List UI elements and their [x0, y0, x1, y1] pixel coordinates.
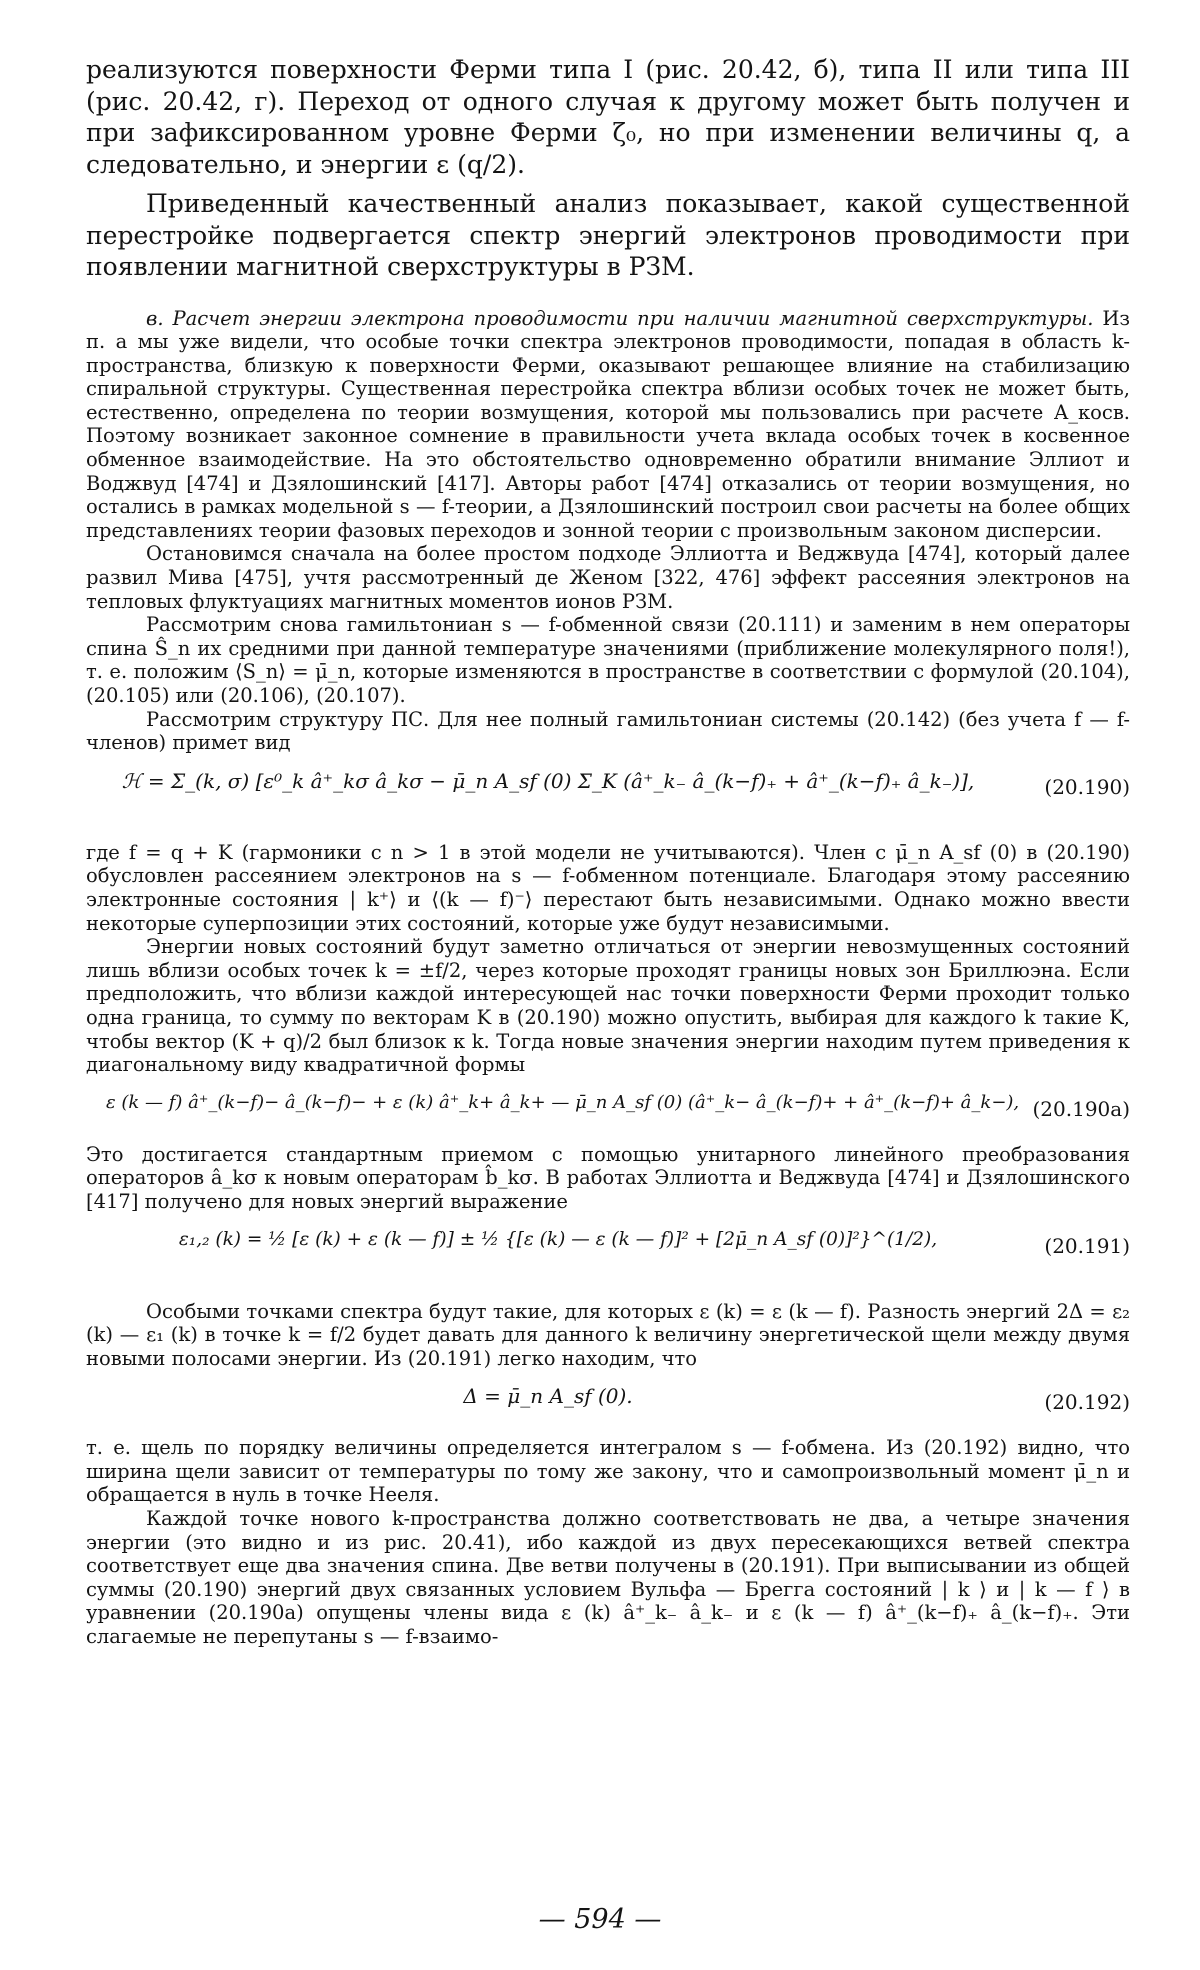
paragraph-11: т. е. щель по порядку величины определяется интегралом s — f-обмена. Из (20.192) видно, что ширина щели зависит от температуры по тому же закону, что и самопроизвольный момент μ̄_n и обращается в нуль в точке Нееля.	[86, 1436, 1130, 1507]
paragraph-6: Рассмотрим структуру ПС. Для нее полный гамильтониан системы (20.142) (без учета f — f-членов) примет вид	[86, 707, 1130, 755]
page-number: — 594 —	[538, 1904, 662, 1935]
equation-20-192	[86, 1382, 1130, 1422]
paragraph-10: Особыми точками спектра будут такие, для которых ε (k) = ε (k — f). Разность энергий 2Δ = ε₂ (k) — ε₁ (k) в точке k = f/2 будет давать для данного k величину энергетической щели между двумя новыми полосами энергии. Из (20.191) легко находим, что	[86, 1299, 1130, 1370]
page-body	[86, 54, 1130, 1649]
section-heading: в. Расчет энергии электрона проводимости при наличии магнитной сверхструктуры.	[146, 306, 1094, 330]
paragraph-3-text: Из п. а мы уже видели, что особые точки спектра электронов проводимости, попадая в область k-пространства, близкую к поверхности Ферми, оказывают решающее влияние на стабилизацию спиральной структуры. Существенная перестройка спектра вблизи особых точек не может быть, естественно, определена по теории возмущения, которой мы пользовались при расчете A_косв. Поэтому возникает законное сомнение в правильности учета вклада особых точек в косвенное обменное взаимодействие. На это обстоятельство одновременно обратили внимание Эллиот и Воджвуд [474] и Дзялошинский [417]. Авторы работ [474] отказались от теории возмущения, но остались в рамках модельной s — f-теории, а Дзялошинский построил свои расчеты на более общих представлениях теории фазовых переходов и зонной теории с произвольным законом дисперсии.	[86, 306, 1130, 542]
equation-body: Δ = μ̄_n A_sf (0).	[463, 1384, 633, 1409]
paragraph-12: Каждой точке нового k-пространства должно соответствовать не два, а четыре значения энергии (это видно и из рис. 20.41), ибо каждой из двух пересекающихся ветвей спектра соответствует еще два значения спина. Две ветви получены в (20.191). При выписывании из общей суммы (20.190) энергий двух связанных условием Вульфа — Брегга состояний | k ⟩ и | k — f ⟩ в уравнении (20.190а) опущены члены вида ε (k) â⁺_k₋ â_k₋ и ε (k — f) â⁺_(k−f)₊ â_(k−f)₊. Эти слагаемые не перепутаны s — f-взаимо-	[86, 1507, 1130, 1649]
equation-body: ℋ = Σ_(k, σ) [ε⁰_k â⁺_kσ â_kσ − μ̄_n A_sf (0) Σ_K (â⁺_k₋ â_(k−f)₊ + â⁺_(k−f)₊ â_k₋)],	[121, 768, 975, 793]
paragraph-7: где f = q + K (гармоники с n > 1 в этой модели не учитываются). Член с μ̄_n A_sf (0) в (20.190) обусловлен рассеянием электронов на s — f-обменном потенциале. Благодаря этому рассеянию электронные состояния | k⁺⟩ и ⟨(k — f)⁻⟩ перестают быть независимыми. Однако можно ввести некоторые суперпозиции этих состояний, которые уже будут независимыми.	[86, 840, 1130, 935]
equation-number: (20.190)	[1044, 774, 1130, 799]
equation-body: ε (k — f) â⁺_(k−f)− â_(k−f)− + ε (k) â⁺_k+ â_k+ — μ̄_n A_sf (0) (â⁺_k− â_(k−f)+ + â⁺_(k−f)+ â_k−),	[106, 1091, 1020, 1113]
paragraph-5: Рассмотрим снова гамильтониан s — f-обменной связи (20.111) и заменим в нем операторы спина Ŝ_n их средними при данной температуре значениями (приближение молекулярного поля!), т. е. положим ⟨S_n⟩ = μ̄_n, которые изменяются в пространстве в соответствии с формулой (20.104), (20.105) или (20.106), (20.107).	[86, 613, 1130, 707]
equation-body: ε₁,₂ (k) = ½ [ε (k) + ε (k — f)] ± ½ {[ε (k) — ε (k — f)]² + [2μ̄_n A_sf (0)]²}^(1/2),	[178, 1228, 938, 1250]
equation-number: (20.192)	[1044, 1390, 1130, 1415]
paragraph-8: Энергии новых состояний будут заметно отличаться от энергии невозмущенных состояний лишь вблизи особых точек k = ±f/2, через которые проходят границы новых зон Бриллюэна. Если предположить, что вблизи каждой интересующей нас точки поверхности Ферми проходит только одна граница, то сумму по векторам K в (20.190) можно опустить, выбирая для каждого k такие K, чтобы вектор (K + q)/2 был близок к k. Тогда новые значения энергии находим путем приведения к диагональному виду квадратичной формы	[86, 935, 1130, 1077]
paragraph-9: Это достигается стандартным приемом с помощью унитарного линейного преобразования операторов â_kσ к новым операторам b̂_kσ. В работах Эллиотта и Веджвуда [474] и Дзялошинского [417] получено для новых энергий выражение	[86, 1142, 1130, 1213]
equation-20-190a	[86, 1089, 1130, 1129]
equation-20-190	[86, 767, 1130, 827]
equation-number: (20.191)	[1044, 1233, 1130, 1258]
paragraph-1: реализуются поверхности Ферми типа I (рис. 20.42, б), типа II или типа III (рис. 20.42, г). Переход от одного случая к другому может быть получен и при зафиксированном уровне Ферми ζ₀, но при изменении величины q, а следовательно, и энергии ε (q/2).	[86, 55, 1130, 179]
equation-number: (20.190а)	[1032, 1096, 1130, 1121]
paragraph-4: Остановимся сначала на более простом подходе Эллиотта и Веджвуда [474], который далее развил Мива [475], учтя рассмотренный де Женом [322, 476] эффект рассеяния электронов на тепловых флуктуациях магнитных моментов ионов РЗМ.	[86, 542, 1130, 613]
equation-20-191	[86, 1226, 1130, 1286]
paragraph-3	[86, 307, 1130, 543]
paragraph-2: Приведенный качественный анализ показывает, какой существенной перестройке подвергается спектр энергий электронов проводимости при появлении магнитной сверхструктуры в РЗМ.	[86, 189, 1130, 281]
